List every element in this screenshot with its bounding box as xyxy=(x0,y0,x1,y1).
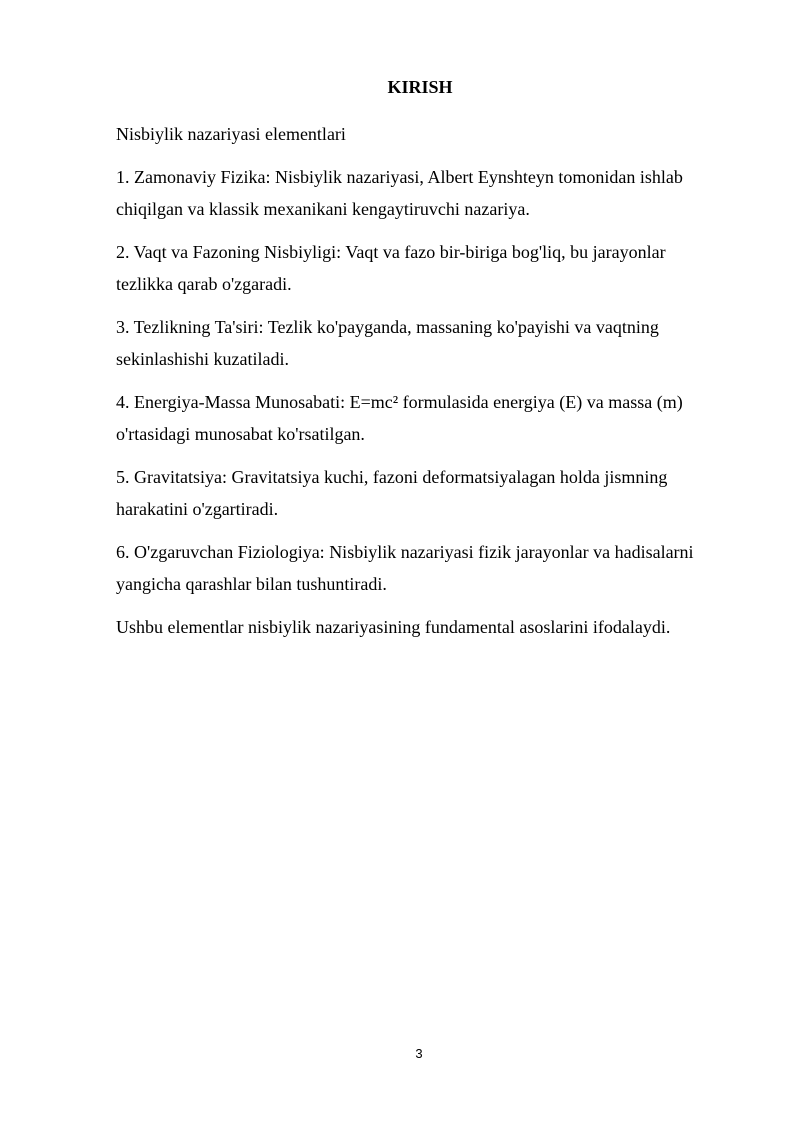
list-item-line: 2. Vaqt va Fazoning Nisbiyligi: Vaqt va fazo bir-biriga bog'liq, bu jarayonlar xyxy=(116,242,666,262)
list-item-line: 4. Energiya-Massa Munosabati: E=mc² formulasida energiya (E) va massa (m) xyxy=(116,392,683,412)
list-item-line: harakatini o'zgartiradi. xyxy=(116,499,279,519)
list-item-line: 3. Tezlikning Ta'siri: Tezlik ko'payganda, massaning ko'payishi va vaqtning xyxy=(116,317,659,337)
document-body xyxy=(116,118,726,654)
list-item-line: chiqilgan va klassik mexanikani kengaytiruvchi nazariya. xyxy=(116,199,530,219)
list-item-line: tezlikka qarab o'zgaradi. xyxy=(116,274,292,294)
list-item xyxy=(116,236,726,300)
list-item xyxy=(116,536,726,600)
list-item xyxy=(116,461,726,525)
list-item-line: o'rtasidagi munosabat ko'rsatilgan. xyxy=(116,424,365,444)
page-title: KIRISH xyxy=(387,77,453,97)
page-number: 3 xyxy=(415,1046,423,1061)
list-item-line: 5. Gravitatsiya: Gravitatsiya kuchi, fazoni deformatsiyalagan holda jismning xyxy=(116,467,668,487)
list-item xyxy=(116,161,726,225)
list-item-line: sekinlashishi kuzatiladi. xyxy=(116,349,289,369)
list-item-line: 1. Zamonaviy Fizika: Nisbiylik nazariyasi, Albert Eynshteyn tomonidan ishlab xyxy=(116,167,683,187)
section-subtitle: Nisbiylik nazariyasi elementlari xyxy=(116,124,346,144)
conclusion-paragraph: Ushbu elementlar nisbiylik nazariyasining fundamental asoslarini ifodalaydi. xyxy=(116,617,671,637)
list-item-line: yangicha qarashlar bilan tushuntiradi. xyxy=(116,574,387,594)
list-item xyxy=(116,386,726,450)
list-item-line: 6. O'zgaruvchan Fiziologiya: Nisbiylik nazariyasi fizik jarayonlar va hadisalarni xyxy=(116,542,694,562)
list-item xyxy=(116,311,726,375)
